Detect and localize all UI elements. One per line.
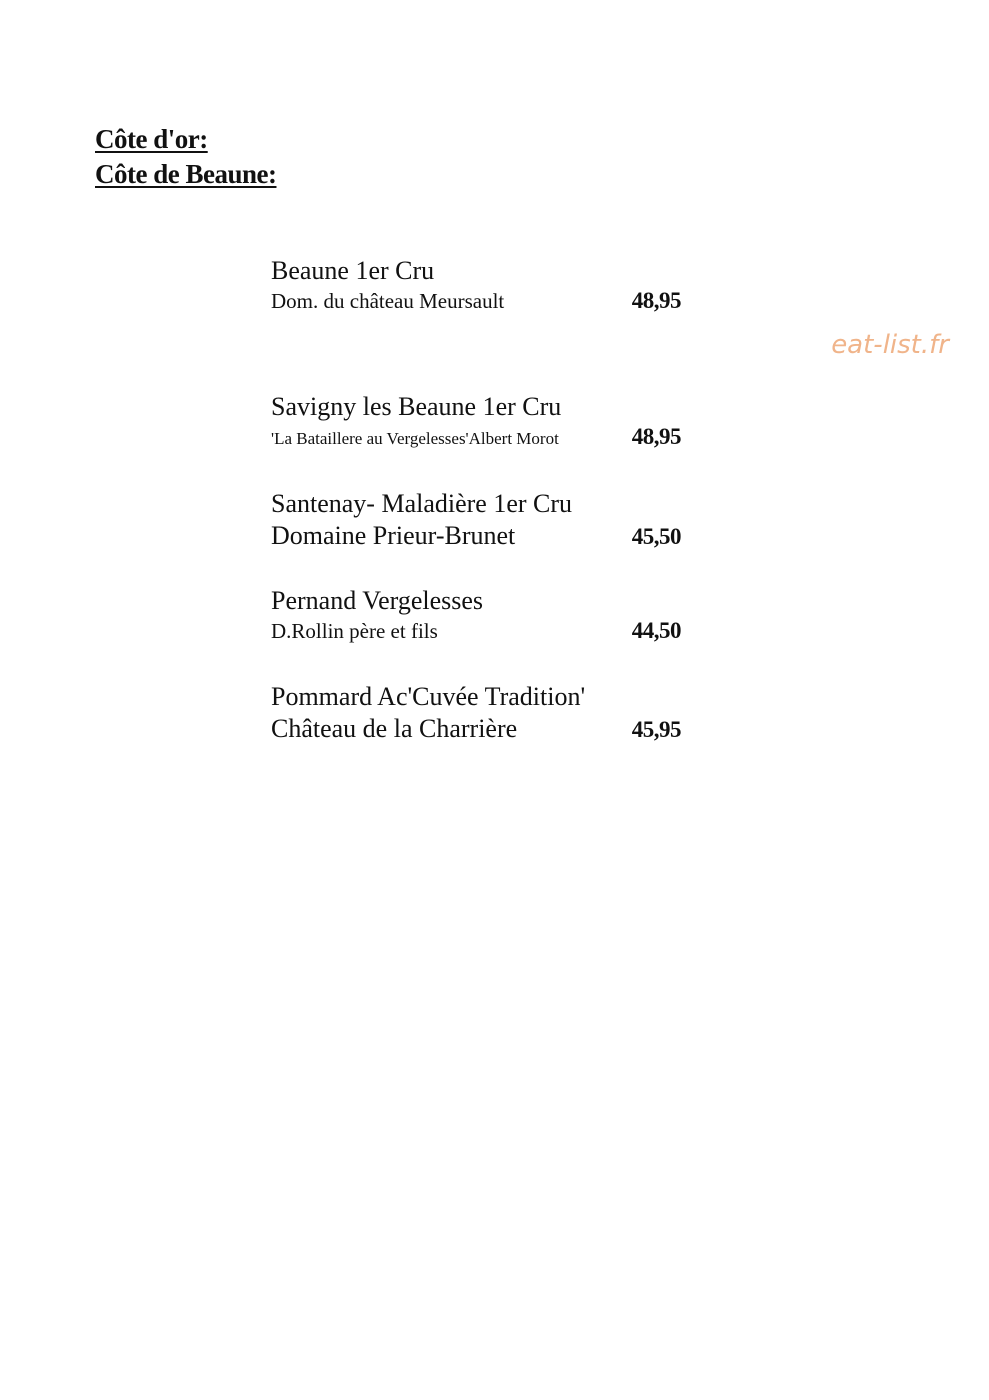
wine-name: Pommard Ac'Cuvée Tradition' — [271, 682, 586, 711]
wine-item — [271, 487, 681, 551]
heading-cote-dor: Côte d'or: — [95, 124, 208, 154]
wine-name: Santenay- Maladière 1er Cru — [271, 489, 573, 518]
wine-producer: 'La Bataillere au Vergelesses'Albert Morot — [271, 429, 559, 448]
wine-price: 45,50 — [631, 524, 681, 549]
watermark: eat-list.fr — [831, 330, 949, 360]
wine-price: 48,95 — [631, 424, 681, 449]
wine-name: Beaune 1er Cru — [271, 256, 435, 285]
wine-item — [271, 584, 681, 644]
wine-name: Pernand Vergelesses — [271, 586, 484, 615]
heading-cote-de-beaune: Côte de Beaune: — [95, 159, 277, 189]
wine-producer: Château de la Charrière — [271, 714, 518, 743]
wine-price: 44,50 — [631, 618, 681, 643]
wine-producer: Dom. du château Meursault — [271, 289, 505, 313]
wine-producer: D.Rollin père et fils — [271, 619, 438, 643]
region-heading — [95, 122, 276, 192]
wine-item — [271, 390, 681, 450]
wine-item — [271, 680, 681, 744]
wine-producer: Domaine Prieur-Brunet — [271, 521, 516, 550]
wine-item — [271, 254, 681, 314]
wine-price: 48,95 — [631, 288, 681, 313]
wine-name: Savigny les Beaune 1er Cru — [271, 392, 562, 421]
wine-price: 45,95 — [631, 717, 681, 742]
